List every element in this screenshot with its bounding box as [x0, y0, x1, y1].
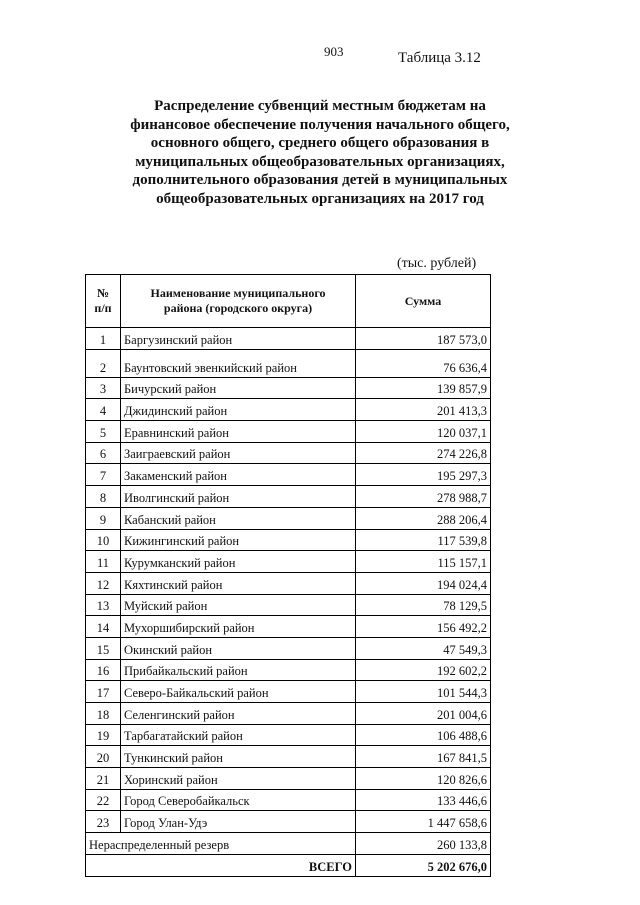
table-row: [86, 637, 491, 659]
row-name: Селенгинский район: [121, 703, 356, 725]
title-line: общеобразовательных организациях на 2017 год: [156, 190, 484, 207]
row-name: Еравнинский район: [121, 421, 356, 443]
row-name: Джидинский район: [121, 399, 356, 421]
row-name: Баргузинский район: [121, 328, 356, 350]
row-sum: 115 157,1: [356, 551, 491, 573]
total-sum: 5 202 676,0: [356, 854, 491, 876]
row-name: Тарбагатайский район: [121, 724, 356, 746]
row-name: Муйский район: [121, 594, 356, 616]
reserve-row: [86, 833, 491, 855]
row-number: 9: [86, 507, 121, 529]
row-sum: 192 602,2: [356, 659, 491, 681]
row-sum: 274 226,8: [356, 442, 491, 464]
row-number: 3: [86, 377, 121, 399]
row-name: Мухоршибирский район: [121, 616, 356, 638]
title-line: муниципальных общеобразовательных организациях,: [135, 153, 505, 170]
table-row: [86, 703, 491, 725]
row-sum: 139 857,9: [356, 377, 491, 399]
table-row: [86, 616, 491, 638]
row-number: 7: [86, 464, 121, 486]
row-name: Бичурский район: [121, 377, 356, 399]
row-name: Кабанский район: [121, 507, 356, 529]
table-body: [86, 328, 491, 833]
row-sum: 201 004,6: [356, 703, 491, 725]
row-name: Хоринский район: [121, 768, 356, 790]
row-number: 5: [86, 421, 121, 443]
title-line: дополнительного образования детей в муниципальных: [132, 172, 508, 188]
table-row: [86, 811, 491, 833]
table-row: [86, 421, 491, 443]
header-name-line1: Наименование муниципального: [150, 286, 326, 300]
row-number: 20: [86, 746, 121, 768]
row-name: Город Северобайкальск: [121, 789, 356, 811]
header-name-line2: района (городского округа): [163, 301, 313, 315]
row-number: 15: [86, 637, 121, 659]
header-row: [86, 275, 491, 328]
header-number: [86, 275, 121, 328]
table-row: [86, 529, 491, 551]
table-row: [86, 486, 491, 508]
table-row: [86, 551, 491, 573]
header-name: [121, 275, 356, 328]
row-number: 18: [86, 703, 121, 725]
row-name: Прибайкальский район: [121, 659, 356, 681]
row-sum: 101 544,3: [356, 681, 491, 703]
title-line: финансовое обеспечение получения начального общего,: [130, 116, 510, 133]
header-sum: Сумма: [356, 275, 491, 328]
row-sum: 194 024,4: [356, 572, 491, 594]
row-number: 16: [86, 659, 121, 681]
row-name: Северо-Байкальский район: [121, 681, 356, 703]
row-number: 19: [86, 724, 121, 746]
row-name: Тункинский район: [121, 746, 356, 768]
table-row: [86, 507, 491, 529]
row-sum: 167 841,5: [356, 746, 491, 768]
title-line: основного общего, среднего общего образования в: [150, 135, 490, 151]
row-number: 23: [86, 811, 121, 833]
total-row: [86, 854, 491, 876]
row-number: 22: [86, 789, 121, 811]
row-name: Кяхтинский район: [121, 572, 356, 594]
row-name: Иволгинский район: [121, 486, 356, 508]
row-sum: 201 413,3: [356, 399, 491, 421]
row-sum: 78 129,5: [356, 594, 491, 616]
table-row: [86, 681, 491, 703]
row-sum: 288 206,4: [356, 507, 491, 529]
total-label: ВСЕГО: [86, 854, 356, 876]
table-title: [60, 97, 580, 208]
reserve-sum: 260 133,8: [356, 833, 491, 855]
row-sum: 133 446,6: [356, 789, 491, 811]
table-row: [86, 659, 491, 681]
units-label: (тыс. рублей): [397, 256, 477, 271]
row-sum: 47 549,3: [356, 637, 491, 659]
row-number: 14: [86, 616, 121, 638]
row-sum: 76 636,4: [356, 349, 491, 377]
title-line: Распределение субвенций местным бюджетам на: [154, 98, 486, 114]
row-number: 13: [86, 594, 121, 616]
table-row: [86, 328, 491, 350]
row-number: 4: [86, 399, 121, 421]
row-name: Кижингинский район: [121, 529, 356, 551]
row-number: 10: [86, 529, 121, 551]
table-row: [86, 377, 491, 399]
row-name: Закаменский район: [121, 464, 356, 486]
table-row: [86, 442, 491, 464]
row-name: Заиграевский район: [121, 442, 356, 464]
table-row: [86, 746, 491, 768]
row-sum: 187 573,0: [356, 328, 491, 350]
row-sum: 156 492,2: [356, 616, 491, 638]
table-row: [86, 464, 491, 486]
table-label: Таблица 3.12: [398, 50, 481, 66]
row-number: 6: [86, 442, 121, 464]
row-number: 1: [86, 328, 121, 350]
row-name: Баунтовский эвенкийский район: [121, 349, 356, 377]
row-number: 12: [86, 572, 121, 594]
header-number-line2: п/п: [94, 301, 112, 315]
row-number: 11: [86, 551, 121, 573]
table-row: [86, 572, 491, 594]
row-sum: 106 488,6: [356, 724, 491, 746]
row-sum: 1 447 658,6: [356, 811, 491, 833]
row-number: 21: [86, 768, 121, 790]
row-number: 17: [86, 681, 121, 703]
row-sum: 195 297,3: [356, 464, 491, 486]
table-row: [86, 399, 491, 421]
table-row: [86, 594, 491, 616]
table-row: [86, 789, 491, 811]
page-number: 903: [324, 44, 344, 59]
row-name: Город Улан-Удэ: [121, 811, 356, 833]
reserve-label: Нераспределенный резерв: [86, 833, 356, 855]
row-sum: 117 539,8: [356, 529, 491, 551]
table-row: [86, 349, 491, 377]
row-number: 2: [86, 349, 121, 377]
table-row: [86, 768, 491, 790]
table-row: [86, 724, 491, 746]
row-sum: 120 826,6: [356, 768, 491, 790]
row-name: Курумканский район: [121, 551, 356, 573]
subvention-table: [85, 274, 491, 877]
row-sum: 278 988,7: [356, 486, 491, 508]
row-sum: 120 037,1: [356, 421, 491, 443]
row-name: Окинский район: [121, 637, 356, 659]
row-number: 8: [86, 486, 121, 508]
header-number-line1: №: [96, 286, 110, 300]
